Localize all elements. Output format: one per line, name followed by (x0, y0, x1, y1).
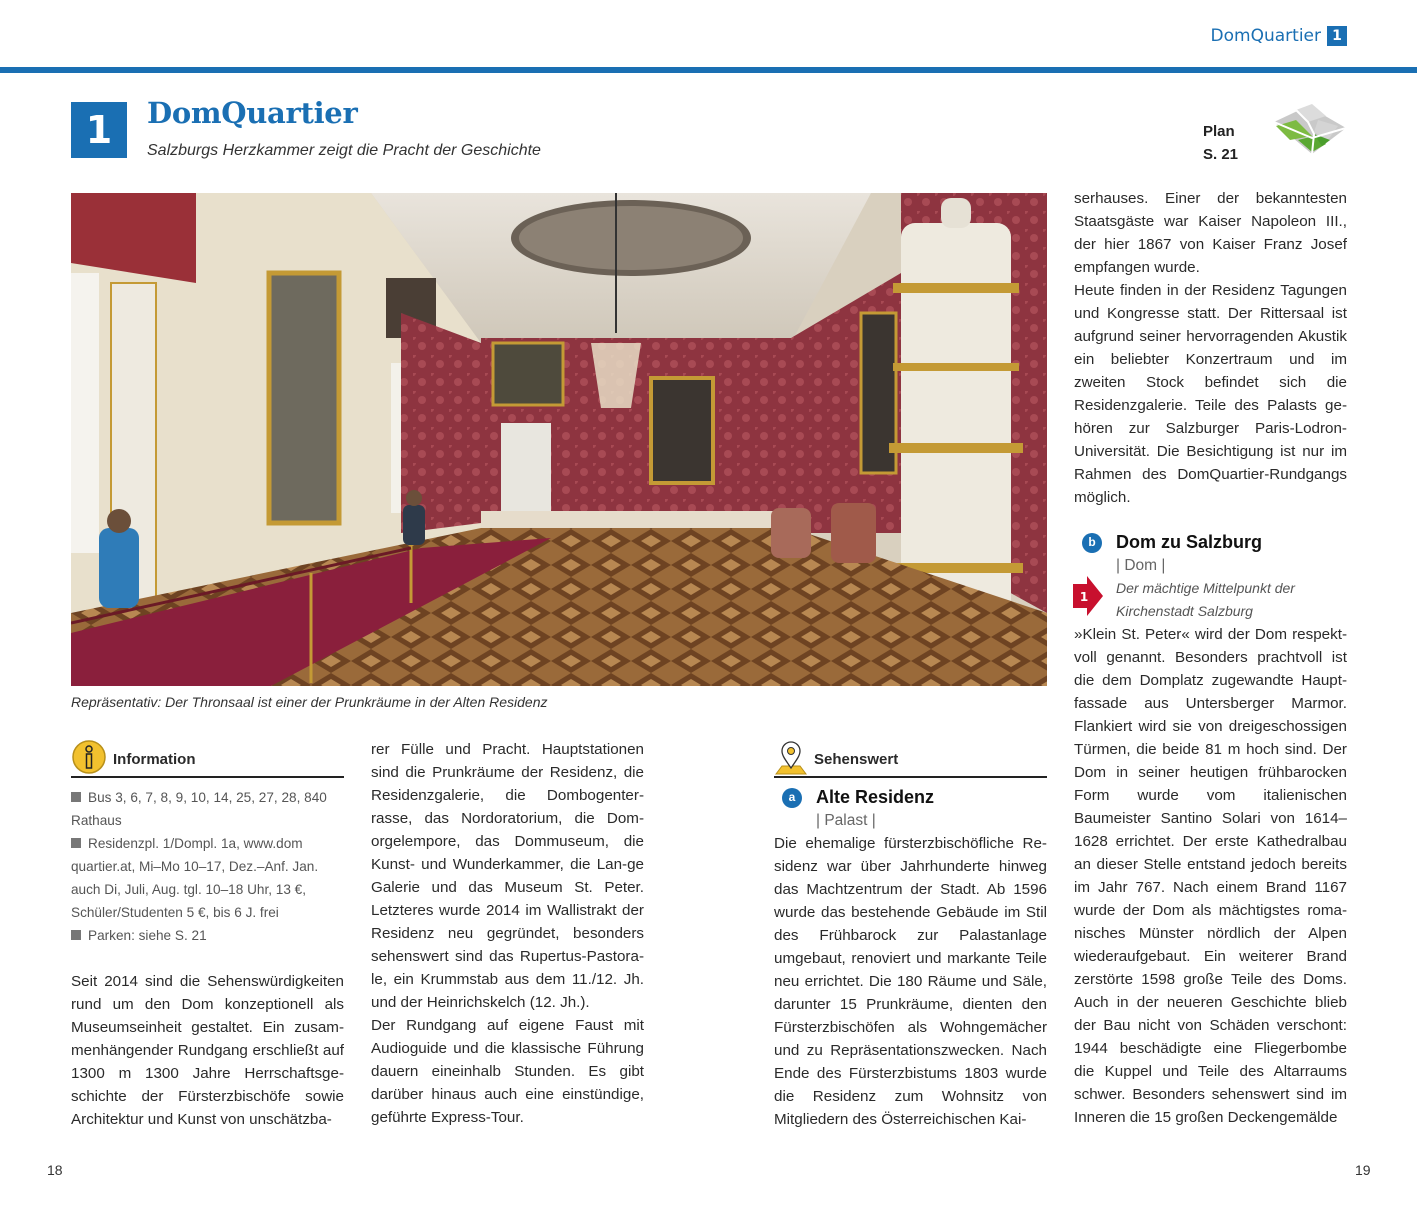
running-head-title: DomQuartier (1210, 26, 1321, 46)
poi-badge-b: b (1082, 533, 1102, 553)
bullet-square-icon (71, 838, 81, 848)
poi-badge-a: a (782, 788, 802, 808)
photo-caption: Repräsentativ: Der Thronsaal ist einer der Prunkräume in der Alten Residenz (71, 694, 548, 710)
bullet-square-icon (71, 930, 81, 940)
plan-reference[interactable] (1203, 120, 1238, 166)
poi-alte-residenz[interactable] (782, 786, 1047, 809)
poi-dom-zu-salzburg[interactable] (1082, 531, 1347, 554)
page-subtitle: Salzburgs Herzkammer zeigt die Pracht der Geschichte (147, 142, 541, 159)
information-heading: Information (113, 751, 196, 768)
poi-type: | Dom | (1116, 557, 1166, 574)
intro-paragraph: Seit 2014 sind die Sehenswürdigkeiten rund um den Dom konzeptionell als Museumseinheit gestaltet. Ein zusammenhängender Rundgang erschließt auf 1300 m 1300 Jahre Herrschaftsgeschichte der Fürsterzbischöfe sowie Architektur und Kunst von unschätzba- (71, 973, 344, 1128)
poi-name: Alte Residenz (816, 787, 935, 807)
column-2 (371, 738, 644, 1129)
poi-type: | Palast | (816, 812, 876, 829)
body-paragraph: Der Rundgang auf eigene Faust mit Audioguide und die klassische Führung dauern eineinhalb Stunden. Es gibt darüber hinaus auch eine einstündige, geführte Express-Tour. (371, 1017, 644, 1126)
info-icon (71, 739, 107, 775)
plan-label: Plan (1203, 123, 1235, 140)
poi-description: Die ehemalige fürsterzbischöfliche Re-sidenz war über Jahrhunderte hinweg das Machtzentrum der Stadt. Ab 1596 wurde das bestehende Gebäude im Stil des Frühbarock zur Palastanlage umgebaut, renoviert und markante Teile neu errichtet. Die 180 Räume und Säle, darunter 15 Prunkräume, dienten den Fürsterzbischöfen als Wohngemächer und zu Repräsentationszwecken. Nach Ende des Fürsterzbistums 1803 wurde die Residenz zum Wohnsitz von Mitgliedern des Österreichischen Kai- (774, 835, 1047, 1128)
page-number-right: 19 (1355, 1162, 1371, 1178)
body-paragraph: rer Fülle und Pracht. Hauptstationen sind die Prunkräume der Residenz, die Residenzgalerie, die Dombogenterrasse, das Nordoratorium, die Domorgelempore, das Dommuseum, die Kunst- und Wunderkammer, die Lan-ge Galerie und das Museum St. Peter. Letzteres wurde 2014 im Wallistrakt der Residenz neu gegründet, besonders sehenswert sind das Rupertus-Pastorale, ein Krummstab aus dem 11./12. Jh. und der Heinrichskelch (12. Jh.). (371, 741, 644, 1011)
info-item: Parken: siehe S. 21 (71, 924, 344, 947)
page-number-left: 18 (47, 1162, 63, 1178)
page-title: DomQuartier (147, 96, 358, 130)
sehenswert-header (774, 738, 1047, 778)
hero-photo (71, 193, 1047, 686)
info-item: Bus 3, 6, 7, 8, 9, 10, 14, 25, 27, 28, 840 Rathaus (71, 790, 327, 828)
information-list (71, 786, 344, 947)
running-head (1211, 26, 1347, 46)
column-3 (774, 738, 1047, 1131)
poi-tagline: Der mächtige Mittelpunkt der Kirchenstadt Salzburg (1116, 580, 1295, 619)
top-rule (0, 67, 1417, 73)
plan-page: S. 21 (1203, 146, 1239, 163)
poi-description: »Klein St. Peter« wird der Dom respektvoll genannt. Besonders prachtvoll ist die dem Domplatz zugewandte Hauptfassade aus Untersberger Marmor. Flankiert wird sie von dreigeschossigen Türmen, die beide 81 m hoch sind. Der Dom in seiner heutigen frühbarocken Form wurde vom italienischen Baumeister Santino Solari von 1614–1628 errichtet. Der erste Kathedralbau an dieser Stelle entstand jedoch bereits im Jahr 767. Nach einem Brand 1167 wurde der Dom als mächtigstes romanisches Münster nördlich der Alpen wiederaufgebaut. Ein weiterer Brand zerstörte 1598 große Teile des Doms. Auch in der neueren Geschichte blieb der Bau nicht von Schäden verschont: 1944 beschädigte eine Fliegerbombe die Kuppel und Teile des Altarraums schwer. Besonders sehenswert sind im Inneren die 15 großen Deckengemälde (1074, 626, 1347, 1126)
body-paragraph: serhauses. Einer der bekanntesten Staatsgäste war Kaiser Napoleon III., der hier 1867 von Kaiser Franz Josef empfangen wurde. (1074, 190, 1347, 276)
map-icon (1268, 100, 1348, 160)
location-pin-icon (774, 740, 808, 776)
column-4 (1074, 187, 1347, 1129)
chapter-number-box: 1 (71, 102, 127, 158)
column-1 (71, 738, 344, 1131)
highlight-arrow-icon (1073, 576, 1103, 616)
highlight-number: 1 (1079, 590, 1089, 604)
info-item: Residenzpl. 1/Dompl. 1a, www.dom quartier.at, Mi–Mo 10–17, Dez.–Anf. Jan. auch Di, Juli, Aug. tgl. 10–18 Uhr, 13 €, Schüler/Studenten 5 €, bis 6 J. frei (71, 836, 319, 920)
bullet-square-icon (71, 792, 81, 802)
body-paragraph: Heute finden in der Residenz Tagungen und Kongresse statt. Der Rittersaal ist aufgrund seiner hervorragenden Akustik ein beliebter Konzertraum und im zweiten Stock befindet sich die Residenzgalerie. Teile des Palasts gehören zur Salzburger Paris-Lodron-Universität. Die Besichtigung ist nur im Rahmen des DomQuartier-Rundgangs möglich. (1074, 282, 1347, 506)
poi-name: Dom zu Salzburg (1116, 532, 1263, 552)
information-header (71, 738, 344, 778)
sehenswert-heading: Sehenswert (814, 751, 899, 768)
running-head-number: 1 (1327, 26, 1347, 46)
